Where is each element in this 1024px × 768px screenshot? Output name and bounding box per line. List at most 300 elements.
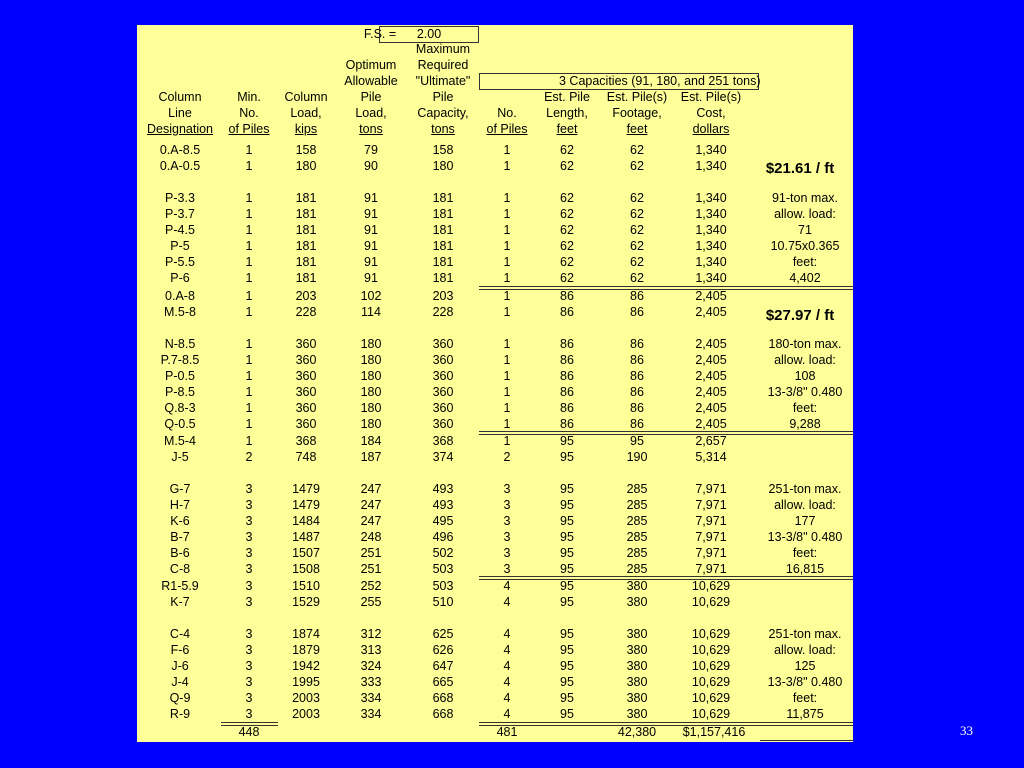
cell-min-piles: 1 (245, 385, 253, 399)
cell-min-piles: 1 (245, 191, 253, 205)
cell-cost: 7,971 (695, 514, 727, 528)
cell-column-load: 181 (295, 191, 317, 205)
cell-footage: 62 (630, 271, 644, 285)
cell-cost: 2,405 (695, 337, 727, 351)
cell-footage: 380 (626, 691, 648, 705)
cell-min-piles: 3 (245, 595, 253, 609)
cell-allowable-load: 247 (360, 482, 382, 496)
cell-cost: 10,629 (691, 595, 731, 609)
cell-pile-length: 95 (560, 659, 574, 673)
cell-column-load: 1942 (292, 659, 320, 673)
cell-allowable-load: 334 (360, 707, 382, 721)
header-ultimate-capacity-line: Maximum (415, 42, 471, 56)
cell-designation: Q-0.5 (164, 417, 196, 431)
cell-ultimate-capacity: 181 (432, 255, 454, 269)
cell-pile-length: 95 (560, 562, 574, 576)
cell-footage: 380 (626, 643, 648, 657)
cell-pile-length: 95 (560, 514, 574, 528)
cell-pile-length: 86 (560, 353, 574, 367)
cell-footage: 86 (630, 305, 644, 319)
cell-cost: 2,405 (695, 385, 727, 399)
cell-allowable-load: 91 (364, 271, 378, 285)
cell-column-load: 1479 (292, 482, 320, 496)
cell-min-piles: 1 (245, 159, 253, 173)
cell-cost: 7,971 (695, 530, 727, 544)
cell-no-piles: 4 (503, 643, 511, 657)
cell-column-load: 181 (295, 207, 317, 221)
cell-min-piles: 1 (245, 305, 253, 319)
cell-ultimate-capacity: 158 (432, 143, 454, 157)
cell-allowable-load: 180 (360, 369, 382, 383)
cell-note: 180-ton max. (768, 337, 842, 351)
cell-designation: C-8 (169, 562, 191, 576)
cell-min-piles: 3 (245, 562, 253, 576)
cell-no-piles: 4 (503, 707, 511, 721)
cell-ultimate-capacity: 668 (432, 691, 454, 705)
cell-note: 251-ton max. (768, 482, 842, 496)
cell-ultimate-capacity: 495 (432, 514, 454, 528)
header-footage-unit: feet (626, 122, 648, 136)
cell-note: 13-3/8" 0.480 (767, 675, 843, 689)
cell-designation: P.7-8.5 (160, 353, 200, 367)
header-cost-unit: dollars (692, 122, 730, 136)
cell-allowable-load: 90 (364, 159, 378, 173)
header-footage-line: Est. Pile(s) (606, 90, 668, 104)
cell-allowable-load: 252 (360, 579, 382, 593)
cell-pile-length: 95 (560, 450, 574, 464)
cell-no-piles: 4 (503, 579, 511, 593)
cell-no-piles: 1 (503, 159, 511, 173)
fs-value: 2.00 (416, 27, 442, 41)
cell-cost: 2,405 (695, 289, 727, 303)
cell-min-piles: 3 (245, 627, 253, 641)
cell-ultimate-capacity: 668 (432, 707, 454, 721)
cell-no-piles: 4 (503, 675, 511, 689)
cell-cost: 1,340 (695, 143, 727, 157)
header-ultimate-capacity-line: Pile (432, 90, 454, 104)
header-ultimate-capacity-line: Capacity, (417, 106, 469, 120)
cell-cost: 10,629 (691, 627, 731, 641)
cell-ultimate-capacity: 228 (432, 305, 454, 319)
cell-pile-length: 95 (560, 530, 574, 544)
cell-no-piles: 3 (503, 498, 511, 512)
cell-min-piles: 3 (245, 514, 253, 528)
cell-allowable-load: 251 (360, 546, 382, 560)
cell-designation: B-7 (170, 530, 190, 544)
cell-designation: P-0.5 (165, 369, 195, 383)
cell-no-piles: 4 (503, 659, 511, 673)
cell-ultimate-capacity: 181 (432, 271, 454, 285)
cell-min-piles: 3 (245, 579, 253, 593)
total-footage: 42,380 (617, 725, 657, 739)
cell-cost: 7,971 (695, 562, 727, 576)
cell-min-piles: 2 (245, 450, 253, 464)
cell-no-piles: 1 (503, 207, 511, 221)
cell-note: feet: (792, 255, 818, 269)
cell-footage: 285 (626, 530, 648, 544)
cell-ultimate-capacity: 180 (432, 159, 454, 173)
cell-min-piles: 1 (245, 271, 253, 285)
group-separator (479, 431, 853, 435)
cell-allowable-load: 91 (364, 223, 378, 237)
cell-ultimate-capacity: 625 (432, 627, 454, 641)
cell-ultimate-capacity: 360 (432, 417, 454, 431)
cell-ultimate-capacity: 503 (432, 579, 454, 593)
cell-footage: 86 (630, 369, 644, 383)
cell-no-piles: 1 (503, 434, 511, 448)
cell-cost: 7,971 (695, 546, 727, 560)
cell-note: 108 (794, 369, 816, 383)
cell-cost: 1,340 (695, 271, 727, 285)
fs-label: F.S. = (363, 27, 397, 41)
cell-allowable-load: 91 (364, 255, 378, 269)
cell-ultimate-capacity: 496 (432, 530, 454, 544)
cell-column-load: 360 (295, 385, 317, 399)
cell-pile-length: 95 (560, 546, 574, 560)
cell-cost: 7,971 (695, 498, 727, 512)
cell-no-piles: 1 (503, 369, 511, 383)
cell-cost: 10,629 (691, 691, 731, 705)
cell-column-load: 1484 (292, 514, 320, 528)
cell-pile-length: 86 (560, 369, 574, 383)
cell-no-piles: 4 (503, 627, 511, 641)
header-min-piles-line: No. (239, 106, 259, 120)
cell-designation: 0.A-0.5 (159, 159, 201, 173)
cell-pile-length: 62 (560, 191, 574, 205)
cell-min-piles: 1 (245, 337, 253, 351)
cell-ultimate-capacity: 181 (432, 223, 454, 237)
cell-ultimate-capacity: 181 (432, 191, 454, 205)
cell-footage: 62 (630, 255, 644, 269)
cell-ultimate-capacity: 502 (432, 546, 454, 560)
header-cost-line: Est. Pile(s) (680, 90, 742, 104)
cell-pile-length: 86 (560, 305, 574, 319)
cell-column-load: 360 (295, 417, 317, 431)
cell-footage: 62 (630, 191, 644, 205)
cell-note: 91-ton max. (771, 191, 838, 205)
cell-no-piles: 3 (503, 514, 511, 528)
cell-cost: 1,340 (695, 255, 727, 269)
cell-pile-length: 86 (560, 401, 574, 415)
cell-designation: C-4 (169, 627, 191, 641)
cell-no-piles: 3 (503, 546, 511, 560)
cell-min-piles: 3 (245, 546, 253, 560)
cell-note: allow. load: (774, 498, 836, 512)
header-min-piles-line: Min. (237, 90, 261, 104)
cell-footage: 285 (626, 562, 648, 576)
cell-allowable-load: 91 (364, 191, 378, 205)
cell-designation: J-6 (171, 659, 189, 673)
cell-pile-length: 62 (560, 271, 574, 285)
cell-footage: 380 (626, 675, 648, 689)
cell-allowable-load: 184 (360, 434, 382, 448)
cell-min-piles: 1 (245, 255, 253, 269)
cell-pile-length: 95 (560, 434, 574, 448)
cell-note: 13-3/8" 0.480 (767, 530, 843, 544)
cell-designation: M.5-4 (164, 434, 196, 448)
cell-cost: 10,629 (691, 579, 731, 593)
cell-footage: 285 (626, 498, 648, 512)
cell-designation: 0.A-8 (165, 289, 195, 303)
total-no-piles: 481 (496, 725, 518, 739)
cell-ultimate-capacity: 181 (432, 239, 454, 253)
header-column-load-line: Column (284, 90, 328, 104)
cell-column-load: 360 (295, 337, 317, 351)
pile-schedule-table (137, 25, 853, 742)
cell-pile-length: 62 (560, 239, 574, 253)
cell-no-piles: 1 (503, 401, 511, 415)
cell-pile-length: 95 (560, 482, 574, 496)
cell-ultimate-capacity: 665 (432, 675, 454, 689)
cell-column-load: 360 (295, 369, 317, 383)
cell-footage: 62 (630, 207, 644, 221)
cell-pile-length: 62 (560, 223, 574, 237)
cell-footage: 62 (630, 239, 644, 253)
price-per-ft-1: $21.61 / ft (765, 160, 835, 177)
cell-note: feet: (792, 401, 818, 415)
cell-footage: 62 (630, 143, 644, 157)
cell-min-piles: 3 (245, 498, 253, 512)
cell-ultimate-capacity: 493 (432, 482, 454, 496)
cell-allowable-load: 333 (360, 675, 382, 689)
cell-designation: F-6 (170, 643, 190, 657)
cell-allowable-load: 91 (364, 207, 378, 221)
cell-footage: 285 (626, 546, 648, 560)
cell-allowable-load: 187 (360, 450, 382, 464)
cell-column-load: 181 (295, 223, 317, 237)
cell-footage: 380 (626, 579, 648, 593)
cell-allowable-load: 180 (360, 353, 382, 367)
cell-no-piles: 4 (503, 595, 511, 609)
cell-min-piles: 1 (245, 434, 253, 448)
cell-cost: 2,405 (695, 305, 727, 319)
header-designation-unit: Designation (146, 122, 213, 136)
page-number: 33 (960, 723, 973, 738)
cell-ultimate-capacity: 203 (432, 289, 454, 303)
cell-ultimate-capacity: 368 (432, 434, 454, 448)
header-ultimate-capacity-unit: tons (431, 122, 455, 136)
cell-footage: 62 (630, 159, 644, 173)
cell-note: allow. load: (774, 207, 836, 221)
header-no-piles-unit: of Piles (486, 122, 528, 136)
cell-pile-length: 95 (560, 675, 574, 689)
cell-allowable-load: 255 (360, 595, 382, 609)
cell-pile-length: 95 (560, 691, 574, 705)
header-allowable-load-line: Load, (355, 106, 387, 120)
cell-designation: K-6 (170, 514, 190, 528)
cell-pile-length: 86 (560, 385, 574, 399)
cell-designation: G-7 (169, 482, 191, 496)
cell-pile-length: 95 (560, 627, 574, 641)
cell-ultimate-capacity: 360 (432, 385, 454, 399)
cell-pile-length: 62 (560, 255, 574, 269)
cell-pile-length: 95 (560, 595, 574, 609)
cell-column-load: 2003 (292, 707, 320, 721)
cell-footage: 86 (630, 289, 644, 303)
cell-column-load: 181 (295, 255, 317, 269)
cell-min-piles: 3 (245, 482, 253, 496)
cell-column-load: 1879 (292, 643, 320, 657)
header-designation-line: Line (168, 106, 192, 120)
cell-pile-length: 86 (560, 289, 574, 303)
cell-cost: 10,629 (691, 707, 731, 721)
cell-cost: 1,340 (695, 191, 727, 205)
group-separator (479, 286, 853, 290)
cell-allowable-load: 114 (361, 305, 381, 319)
cell-allowable-load: 313 (360, 643, 382, 657)
cell-column-load: 2003 (292, 691, 320, 705)
cell-cost: 1,340 (695, 223, 727, 237)
cell-ultimate-capacity: 181 (432, 207, 454, 221)
cell-designation: 0.A-8.5 (159, 143, 201, 157)
cell-no-piles: 3 (503, 530, 511, 544)
cell-designation: Q.8-3 (164, 401, 196, 415)
cell-column-load: 748 (295, 450, 317, 464)
cell-footage: 86 (630, 385, 644, 399)
cell-footage: 380 (626, 659, 648, 673)
cell-min-piles: 1 (245, 401, 253, 415)
cell-allowable-load: 251 (360, 562, 382, 576)
total-cost: $1,157,416 (682, 725, 746, 739)
cell-allowable-load: 91 (364, 239, 378, 253)
cell-designation: M.5-8 (164, 305, 196, 319)
cell-ultimate-capacity: 503 (432, 562, 454, 576)
header-allowable-load-line: Allowable (344, 74, 398, 88)
header-cost-line: Cost, (696, 106, 726, 120)
cell-note: 9,288 (789, 417, 821, 431)
cell-allowable-load: 247 (360, 514, 382, 528)
cell-note: 10.75x0.365 (770, 239, 840, 253)
header-pile-length-line: Est. Pile (544, 90, 590, 104)
cell-note: feet: (792, 546, 818, 560)
cell-column-load: 1510 (292, 579, 320, 593)
cell-column-load: 228 (295, 305, 317, 319)
cell-min-piles: 3 (245, 530, 253, 544)
cell-min-piles: 1 (245, 223, 253, 237)
cell-footage: 380 (626, 627, 648, 641)
header-allowable-load-unit: tons (359, 122, 383, 136)
cell-designation: B-6 (170, 546, 190, 560)
cell-ultimate-capacity: 647 (432, 659, 454, 673)
cell-no-piles: 1 (503, 417, 511, 431)
cell-designation: Q-9 (169, 691, 191, 705)
cell-no-piles: 1 (503, 191, 511, 205)
cell-pile-length: 62 (560, 159, 574, 173)
cell-footage: 62 (630, 223, 644, 237)
cell-no-piles: 1 (503, 289, 511, 303)
cell-note: allow. load: (774, 353, 836, 367)
cell-allowable-load: 247 (360, 498, 382, 512)
cell-allowable-load: 180 (360, 337, 382, 351)
cell-cost: 10,629 (691, 675, 731, 689)
total-underline (760, 740, 853, 741)
header-ultimate-capacity-line: "Ultimate" (415, 74, 471, 88)
cell-min-piles: 1 (245, 289, 253, 303)
cell-designation: K-7 (170, 595, 190, 609)
header-designation-line: Column (158, 90, 202, 104)
price-per-ft-2: $27.97 / ft (765, 307, 835, 324)
cell-allowable-load: 312 (360, 627, 382, 641)
cell-no-piles: 3 (503, 562, 511, 576)
cell-ultimate-capacity: 360 (432, 353, 454, 367)
cell-column-load: 360 (295, 401, 317, 415)
cell-allowable-load: 180 (360, 401, 382, 415)
cell-cost: 2,405 (695, 369, 727, 383)
cell-min-piles: 3 (245, 675, 253, 689)
cell-pile-length: 95 (560, 643, 574, 657)
cell-allowable-load: 79 (364, 143, 378, 157)
cell-min-piles: 3 (245, 691, 253, 705)
cell-column-load: 181 (295, 239, 317, 253)
header-allowable-load-line: Pile (360, 90, 382, 104)
cell-column-load: 360 (295, 353, 317, 367)
cell-allowable-load: 334 (360, 691, 382, 705)
capacities-label: 3 Capacities (91, 180, and 251 tons) (559, 74, 761, 88)
cell-note: 177 (794, 514, 816, 528)
cell-pile-length: 95 (560, 707, 574, 721)
cell-footage: 380 (626, 595, 648, 609)
cell-no-piles: 3 (503, 482, 511, 496)
cell-min-piles: 1 (245, 207, 253, 221)
cell-column-load: 1508 (292, 562, 320, 576)
cell-column-load: 1874 (292, 627, 320, 641)
cell-designation: J-4 (171, 675, 189, 689)
cell-designation: P-4.5 (165, 223, 195, 237)
cell-designation: P-3.3 (165, 191, 195, 205)
header-min-piles-unit: of Piles (228, 122, 270, 136)
cell-column-load: 181 (295, 271, 317, 285)
cell-no-piles: 1 (503, 353, 511, 367)
cell-cost: 2,405 (695, 401, 727, 415)
header-footage-line: Footage, (612, 106, 662, 120)
cell-designation: N-8.5 (164, 337, 196, 351)
header-column-load-line: Load, (290, 106, 322, 120)
cell-allowable-load: 102 (360, 289, 382, 303)
cell-column-load: 1487 (292, 530, 320, 544)
cell-designation: P-5 (170, 239, 190, 253)
cell-no-piles: 4 (503, 691, 511, 705)
cell-designation: H-7 (169, 498, 191, 512)
cell-pile-length: 86 (560, 417, 574, 431)
cell-no-piles: 1 (503, 239, 511, 253)
cell-cost: 5,314 (695, 450, 727, 464)
cell-cost: 2,405 (695, 353, 727, 367)
cell-column-load: 158 (295, 143, 317, 157)
cell-pile-length: 95 (560, 579, 574, 593)
cell-designation: J-5 (171, 450, 189, 464)
cell-column-load: 1507 (292, 546, 320, 560)
cell-no-piles: 1 (503, 223, 511, 237)
cell-column-load: 1479 (292, 498, 320, 512)
cell-ultimate-capacity: 493 (432, 498, 454, 512)
cell-designation: R-9 (169, 707, 191, 721)
cell-column-load: 1529 (292, 595, 320, 609)
cell-cost: 2,657 (695, 434, 727, 448)
cell-column-load: 1995 (292, 675, 320, 689)
cell-ultimate-capacity: 374 (432, 450, 454, 464)
cell-cost: 10,629 (691, 643, 731, 657)
cell-note: 71 (798, 223, 812, 237)
cell-pile-length: 86 (560, 337, 574, 351)
cell-cost: 2,405 (695, 417, 727, 431)
cell-designation: R1-5.9 (161, 579, 199, 593)
cell-no-piles: 1 (503, 337, 511, 351)
cell-ultimate-capacity: 360 (432, 401, 454, 415)
cell-allowable-load: 248 (360, 530, 382, 544)
cell-designation: P-3.7 (165, 207, 195, 221)
cell-footage: 190 (626, 450, 648, 464)
cell-note: 16,815 (785, 562, 825, 576)
